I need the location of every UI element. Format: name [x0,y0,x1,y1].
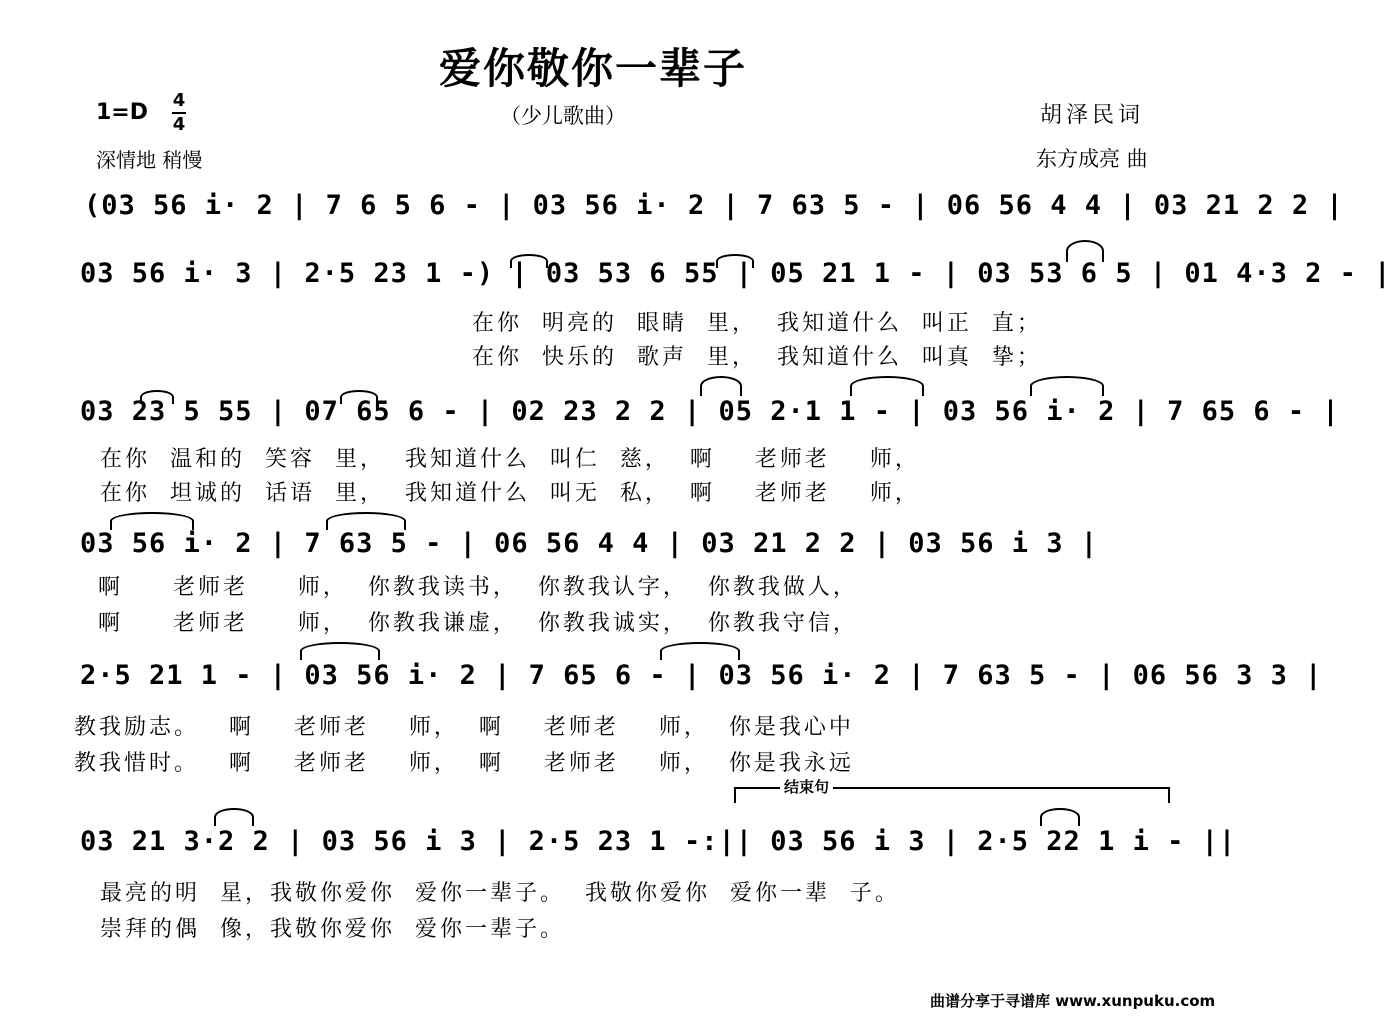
song-title: 爱你敬你一辈子 [438,44,747,93]
slur-mark [716,254,754,268]
lyric-row-3-verse-2: 在你 坦诚的 话语 里， 我知道什么 叫无 私， 啊 老师老 师， [100,481,920,506]
lyric-row-6-verse-2: 崇拜的偶 像，我敬你爱你 爱你一辈子。 [100,917,565,942]
lyric-row-4-verse-2: 啊 老师老 师， 你教我谦虚， 你教我诚实， 你教我守信， [98,611,858,636]
slur-mark [1040,808,1080,826]
slur-mark [700,376,742,396]
lyric-row-5-verse-2: 教我惜时。 啊 老师老 师， 啊 老师老 师， 你是我永远 [74,751,854,776]
time-signature-bottom: 4 [172,114,186,135]
notation-row-6: 03 21 3·2 2 | 03 56 i 3 | 2·5 23 1 -:|| 03 56 i 3 | 2·5 22 1 i - || [80,826,1237,857]
notation-row-3: 03 23 5 55 | 07 65 6 - | 02 23 2 2 | 05 2·1 1 - | 03 56 i· 2 | 7 65 6 - | [80,396,1340,427]
lyric-row-6-verse-1: 最亮的明 星，我敬你爱你 爱你一辈子。 我敬你爱你 爱你一辈 子。 [100,881,900,906]
slur-mark [660,642,740,660]
lyricist-credit: 胡泽民词 [1040,103,1145,128]
lyric-row-2-verse-2: 在你 快乐的 歌声 里， 我知道什么 叫真 挚； [472,345,1042,370]
notation-row-1: (03 56 i· 2 | 7 6 5 6 - | 03 56 i· 2 | 7 63 5 - | 06 56 4 4 | 03 21 2 2 | [84,190,1344,221]
slur-mark [510,254,548,268]
slur-mark [850,376,924,396]
lyric-row-5-verse-1: 教我励志。 啊 老师老 师， 啊 老师老 师， 你是我心中 [74,715,854,740]
slur-mark [140,390,174,404]
key-signature: 1=D [96,100,149,125]
lyric-row-4-verse-1: 啊 老师老 师， 你教我读书， 你教我认字， 你教我做人， [98,575,858,600]
slur-mark [214,808,254,826]
slur-mark [300,642,380,660]
ending-label: 结束句 [780,776,833,797]
time-signature [172,91,186,135]
source-footer: 曲谱分享于寻谱库 www.xunpuku.com [930,992,1216,1010]
slur-mark [326,512,406,530]
slur-mark [110,512,194,530]
slur-mark [1066,240,1104,262]
time-signature-top: 4 [172,90,186,111]
song-subtitle: （少儿歌曲） [500,104,626,128]
notation-row-5: 2·5 21 1 - | 03 56 i· 2 | 7 65 6 - | 03 56 i· 2 | 7 63 5 - | 06 56 3 3 | [80,660,1323,691]
notation-row-4: 03 56 i· 2 | 7 63 5 - | 06 56 4 4 | 03 21 2 2 | 03 56 i 3 | [80,528,1099,559]
slur-mark [340,390,378,404]
composer-credit: 东方成亮 曲 [1036,147,1148,171]
notation-row-2: 03 56 i· 3 | 2·5 23 1 -) | 03 53 6 55 | 05 21 1 - | 03 53 6 5 | 01 4·3 2 - | [80,258,1391,289]
lyric-row-2-verse-1: 在你 明亮的 眼睛 里， 我知道什么 叫正 直； [472,311,1042,336]
slur-mark [1030,376,1104,396]
lyric-row-3-verse-1: 在你 温和的 笑容 里， 我知道什么 叫仁 慈， 啊 老师老 师， [100,447,920,472]
tempo-marking: 深情地 稍慢 [96,148,203,172]
